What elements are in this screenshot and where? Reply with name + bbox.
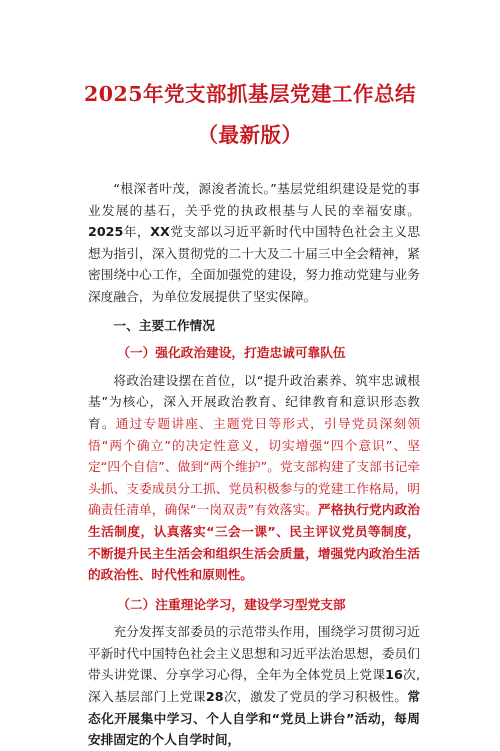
sub1-highlight: 通过专题讲座、主题党日等形式，引导党员深刻领悟“两个确立”的决定性意义，切实增强“四个意识”、坚定“四个自信”、做到“两个维护”。党支部构建了支部书记牵头抓、支委成员分工抓、党员积极参与的党建工作格局，明确责任清单，确保“一岗双责”有效落实。 (88, 415, 421, 518)
sub1-highlight-bold: 严格执行党内政治生活制度，认真落实“三会一课”、民主评议党员等制度，不断提升民主生活会和组织生活会质量，增强党内政治生活的政治性、时代性和原则性。 (88, 502, 420, 583)
intro-text-3: 党支部以习近平新时代中国特色社会主义思想为指引，深入贯彻党的二十大及二十届三中全会精神，紧密围绕中心工作，全面加强党的建设，努力推动党建与业务深度融合，为单位发展提供了坚实保障。 (88, 224, 421, 304)
sub1-text: 将政治建设摆在首位，以“提升政治素养、筑牢忠诚根基”为核心，深入开展政治教育、纪律教育和意识形态教育。 (88, 372, 420, 431)
intro-text: “根深者叶茂，源浚者流长。”基层党组织建设是党的事业发展的基石，关乎党的执政根基与人民的幸福安康。 (88, 181, 420, 218)
sub2-text: 充分发挥支部委员的示范带头作用，围绕学习贯彻习近平新时代中国特色社会主义思想和习近平法治思想，委员们带头讲党课、分享学习心得，全年为全体党员上党课 (88, 624, 420, 683)
subsection-2-paragraph (88, 621, 420, 751)
section-heading: 一、主要工作情况 (113, 317, 215, 333)
subsection-1-paragraph (88, 370, 420, 586)
sub2-bold-text: 常态化开展集中学习、个人自学和“党员上讲台”活动，每周安排固定的个人自学时间， (88, 689, 421, 748)
subsection-heading-1: （一）强化政治建设，打造忠诚可靠队伍 (117, 345, 346, 361)
document-body (88, 178, 420, 751)
sub2-num-2: 28 (205, 689, 224, 705)
intro-year: 2025 (88, 224, 124, 240)
subsection-heading-2: （二）注重理论学习，建设学习型党支部 (117, 596, 346, 612)
intro-text-2: 年， (123, 224, 151, 240)
document-title: 2025年党支部抓基层党建工作总结 (83, 82, 417, 106)
sub2-text-3: 次，激发了党员的学习积极性。 (223, 689, 408, 705)
intro-org: XX (150, 224, 170, 240)
sub2-num-1: 16 (385, 667, 403, 683)
intro-paragraph (88, 178, 420, 308)
sub2-text-2: 次,深入基层部门上党课 (88, 667, 420, 705)
document-subtitle: （最新版） (197, 123, 303, 147)
